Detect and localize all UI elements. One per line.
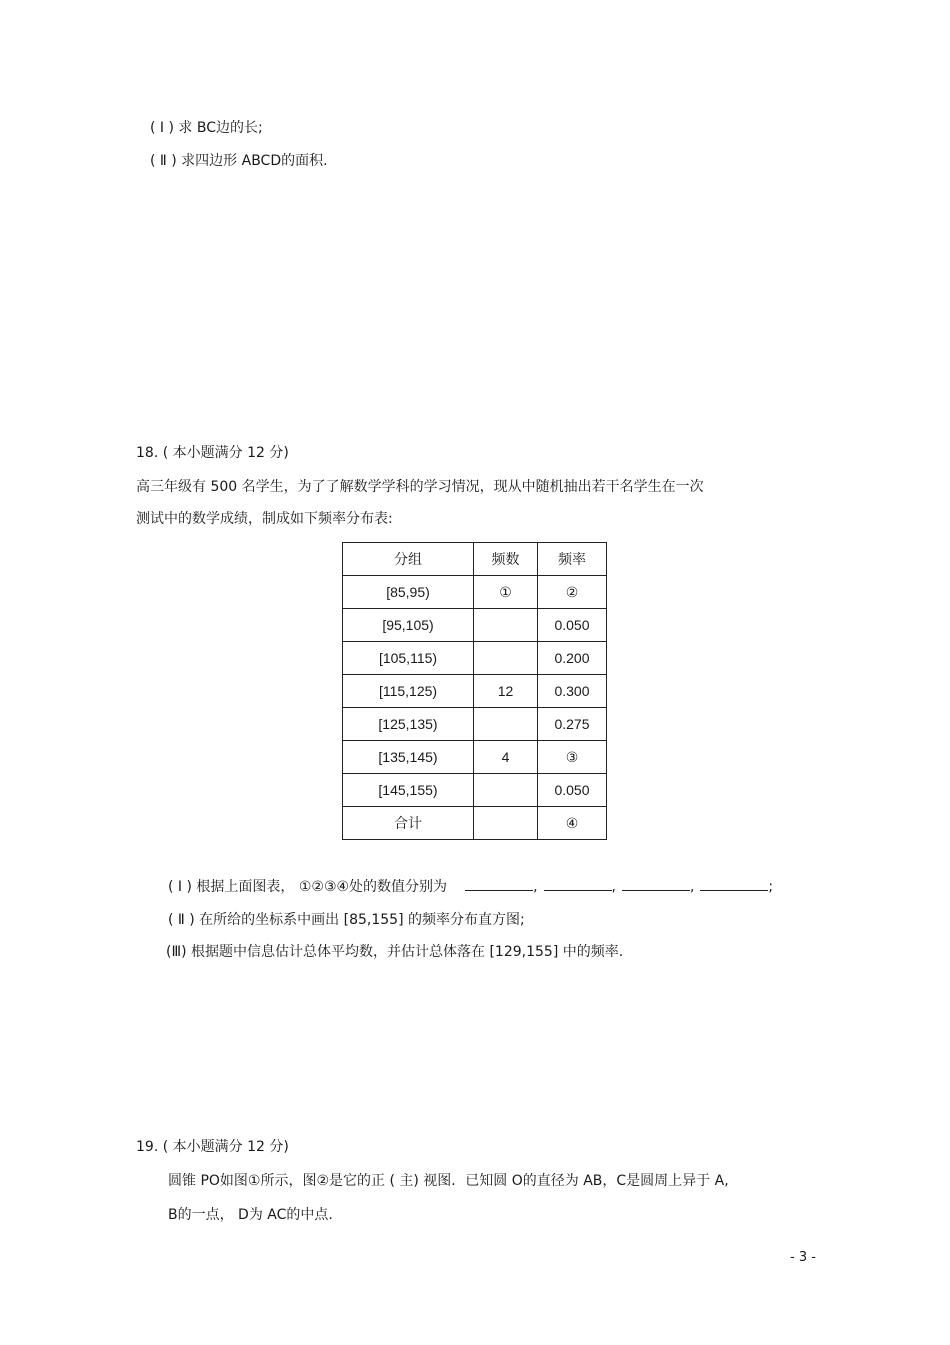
table-cell-count — [474, 807, 538, 840]
blank-separator: , — [533, 879, 538, 895]
q18-intro-line1: 高三年级有 500 名学生，为了了解数学学科的学习情况，现从中随机抽出若干名学生在一次 — [136, 479, 704, 495]
q18-header: 18. ( 本小题满分 12 分) — [136, 445, 289, 461]
table-header-cell: 分组 — [343, 543, 474, 576]
table-cell-count: ① — [474, 576, 538, 609]
q17-part1: ( Ⅰ ) 求 BC边的长; — [150, 120, 263, 136]
table-cell-frequency: ② — [538, 576, 607, 609]
q18-part1-prefix: ( Ⅰ ) 根据上面图表， ①②③④处的数值分别为 — [168, 879, 448, 895]
q18-part3: (Ⅲ) 根据题中信息估计总体平均数，并估计总体落在 [129,155] 中的频率. — [166, 944, 624, 960]
table-cell-count — [474, 708, 538, 741]
table-header-cell: 频率 — [538, 543, 607, 576]
table-row — [343, 807, 607, 840]
table-cell-frequency: 0.050 — [538, 774, 607, 807]
frequency-table — [342, 542, 607, 840]
q18-part1 — [168, 876, 773, 897]
table-header-cell: 频数 — [474, 543, 538, 576]
table-row — [343, 774, 607, 807]
table-row — [343, 609, 607, 642]
table-cell-frequency: ③ — [538, 741, 607, 774]
q18-intro-line2: 测试中的数学成绩，制成如下频率分布表: — [136, 511, 393, 527]
table-cell-count: 4 — [474, 741, 538, 774]
q19-line1: 圆锥 PO如图①所示，图②是它的正 ( 主) 视图．已知圆 O的直径为 AB，C是圆周上异于 A, — [168, 1173, 729, 1189]
table-cell-count: 12 — [474, 675, 538, 708]
blank-separator: , — [611, 879, 616, 895]
table-cell-frequency: 0.275 — [538, 708, 607, 741]
table-cell-group: [105,115) — [343, 642, 474, 675]
q19-line2: B的一点， D为 AC的中点. — [168, 1207, 333, 1223]
blank-separator: ; — [768, 879, 774, 895]
answer-blank-2[interactable] — [544, 876, 612, 891]
table-row — [343, 576, 607, 609]
table-cell-group: [85,95) — [343, 576, 474, 609]
table-row — [343, 741, 607, 774]
table-cell-frequency: 0.050 — [538, 609, 607, 642]
table-cell-count — [474, 774, 538, 807]
table-cell-group: [115,125) — [343, 675, 474, 708]
blank-separator: , — [689, 879, 695, 895]
table-cell-group: [95,105) — [343, 609, 474, 642]
table-row — [343, 675, 607, 708]
table-row — [343, 708, 607, 741]
table-cell-group: [125,135) — [343, 708, 474, 741]
table-cell-group: [145,155) — [343, 774, 474, 807]
table-cell-count — [474, 609, 538, 642]
q18-part2: ( Ⅱ ) 在所给的坐标系中画出 [85,155] 的频率分布直方图; — [168, 912, 525, 928]
answer-blank-4[interactable] — [700, 876, 768, 891]
table-cell-count — [474, 642, 538, 675]
table-cell-frequency: 0.300 — [538, 675, 607, 708]
answer-blank-3[interactable] — [622, 876, 690, 891]
q17-part2: ( Ⅱ ) 求四边形 ABCD的面积. — [150, 153, 328, 169]
table-cell-frequency: ④ — [538, 807, 607, 840]
table-header-row — [343, 543, 607, 576]
table-cell-group: 合计 — [343, 807, 474, 840]
answer-blank-1[interactable] — [465, 876, 533, 891]
table-cell-group: [135,145) — [343, 741, 474, 774]
table-cell-frequency: 0.200 — [538, 642, 607, 675]
q19-header: 19. ( 本小题满分 12 分) — [136, 1139, 289, 1155]
page-number: - 3 - — [790, 1250, 816, 1265]
table-row — [343, 642, 607, 675]
